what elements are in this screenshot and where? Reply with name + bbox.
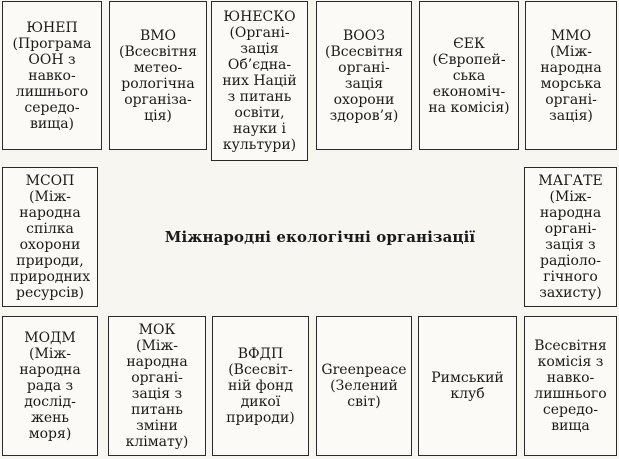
- org-line: народна: [19, 205, 81, 221]
- org-line: зація з: [545, 237, 596, 253]
- org-line: дикої: [240, 394, 281, 410]
- org-abbreviation: ВФДП: [237, 346, 284, 362]
- org-line: лишнього: [15, 83, 89, 100]
- org-line: науки і: [233, 121, 286, 137]
- org-text: [19, 330, 80, 442]
- org-line: ська: [452, 67, 486, 84]
- org-line: (Всесвіт-: [228, 362, 293, 378]
- org-line: народна: [539, 205, 602, 221]
- org-abbreviation: ЮНЕСКО: [223, 9, 296, 25]
- org-text: [126, 322, 189, 450]
- org-line: гічного: [543, 269, 598, 285]
- org-line: охорони: [333, 91, 395, 108]
- org-line: зміни: [136, 418, 178, 434]
- org-abbreviation: ЮНЕП: [26, 19, 78, 36]
- org-line: них Націй: [222, 73, 297, 89]
- org-line: клімату): [125, 434, 189, 450]
- org-line: (Програма: [12, 35, 92, 52]
- org-line: народна: [19, 362, 81, 378]
- org-line: морська: [540, 75, 602, 92]
- org-line: ООН з: [28, 51, 76, 68]
- org-line: (Між-: [549, 189, 592, 205]
- org-line: економіч-: [432, 83, 506, 100]
- center-title: Міжнародні екологічні організації: [164, 228, 476, 246]
- org-line: народна: [126, 354, 188, 370]
- org-line: зація з: [131, 386, 183, 402]
- org-abbreviation: МСОП: [25, 173, 75, 189]
- org-box-msop: [2, 167, 98, 307]
- org-abbreviation: Всесвітня: [534, 338, 607, 354]
- org-line: здоров’я): [329, 107, 399, 124]
- org-text: [222, 9, 296, 153]
- org-text: [540, 28, 601, 124]
- org-box-mok: [108, 316, 206, 456]
- org-abbreviation: Римський: [431, 370, 504, 386]
- org-line: радіоло-: [540, 253, 601, 269]
- org-line: (Всесвітня: [325, 43, 403, 60]
- org-line: (Всесвітня: [119, 43, 197, 60]
- org-line: охорони: [19, 237, 81, 253]
- org-box-eek: [419, 1, 519, 150]
- org-line: природи): [226, 410, 295, 426]
- org-line: Об’єдна-: [227, 57, 292, 73]
- org-line: питань: [131, 402, 183, 418]
- org-box-mmo: [525, 1, 617, 150]
- org-box-unesco: [211, 1, 308, 161]
- org-abbreviation: МАГАТЕ: [538, 173, 603, 189]
- org-line: ній фонд: [228, 378, 293, 394]
- org-box-greenpeace: [316, 316, 412, 456]
- org-line: світ): [347, 394, 381, 410]
- org-abbreviation: ВООЗ: [343, 27, 385, 44]
- org-line: природних: [9, 269, 91, 285]
- org-line: культури): [222, 137, 297, 153]
- org-line: (Європей-: [432, 51, 506, 68]
- org-line: рологічна: [121, 75, 195, 92]
- org-line: (Зелений: [330, 378, 398, 394]
- org-line: спілка: [26, 221, 74, 237]
- org-line: лишнього: [534, 386, 607, 402]
- org-line: (Між-: [136, 338, 178, 354]
- org-text: [10, 173, 90, 301]
- org-box-unep: [2, 1, 102, 150]
- org-line: захисту): [539, 285, 602, 301]
- org-text: [325, 28, 403, 124]
- org-box-vfdp: [212, 316, 309, 456]
- org-text: [119, 28, 197, 124]
- org-line: жень: [30, 410, 70, 426]
- org-line: зація: [240, 41, 279, 57]
- org-line: метео-: [133, 59, 183, 76]
- org-line: (Між-: [29, 346, 71, 362]
- org-line: (Між-: [550, 43, 592, 60]
- org-text: [534, 338, 607, 434]
- org-box-modm: [2, 316, 98, 456]
- org-line: (Органі-: [229, 25, 290, 41]
- org-line: (Між-: [29, 189, 71, 205]
- org-line: вища: [551, 418, 590, 434]
- org-line: дослід-: [24, 394, 76, 410]
- org-line: моря): [28, 426, 72, 442]
- org-line: органі-: [131, 370, 183, 386]
- org-line: органі-: [545, 91, 597, 108]
- org-abbreviation: ВМО: [139, 27, 177, 44]
- org-line: ресурсів): [16, 285, 84, 301]
- org-box-vooz: [316, 1, 412, 150]
- org-text: [13, 20, 92, 132]
- org-line: на комісія): [428, 99, 510, 116]
- org-text: [428, 36, 509, 116]
- org-line: органі-: [338, 59, 390, 76]
- org-line: комісія з: [537, 354, 604, 370]
- org-abbreviation: МОДМ: [24, 330, 76, 346]
- org-text: [226, 346, 294, 426]
- org-abbreviation: ЄЕК: [453, 35, 485, 52]
- org-text: [321, 362, 406, 410]
- org-line: ція): [144, 107, 172, 124]
- org-line: рада з: [26, 378, 74, 394]
- org-line: з питань: [227, 89, 292, 105]
- org-box-rome-club: [418, 316, 517, 456]
- org-text: [538, 173, 602, 301]
- org-line: організа-: [124, 91, 192, 108]
- org-line: навко-: [546, 370, 595, 386]
- org-line: освіти,: [234, 105, 285, 121]
- org-line: середо-: [542, 402, 599, 418]
- org-box-magate: [524, 167, 617, 307]
- org-box-world-commission: [524, 316, 617, 456]
- org-line: органі-: [544, 221, 597, 237]
- org-line: навко-: [28, 67, 76, 84]
- org-text: [431, 370, 504, 402]
- org-line: природи,: [16, 253, 84, 269]
- org-abbreviation: МОК: [138, 322, 176, 338]
- org-line: зація): [549, 107, 593, 124]
- org-line: середо-: [24, 99, 80, 116]
- org-line: клуб: [450, 386, 485, 402]
- org-abbreviation: ММО: [550, 27, 592, 44]
- org-abbreviation: Greenpeace: [321, 362, 407, 378]
- org-box-vmo: [109, 1, 207, 150]
- org-line: вища): [29, 115, 75, 132]
- org-line: народна: [540, 59, 602, 76]
- org-line: зація: [344, 75, 384, 92]
